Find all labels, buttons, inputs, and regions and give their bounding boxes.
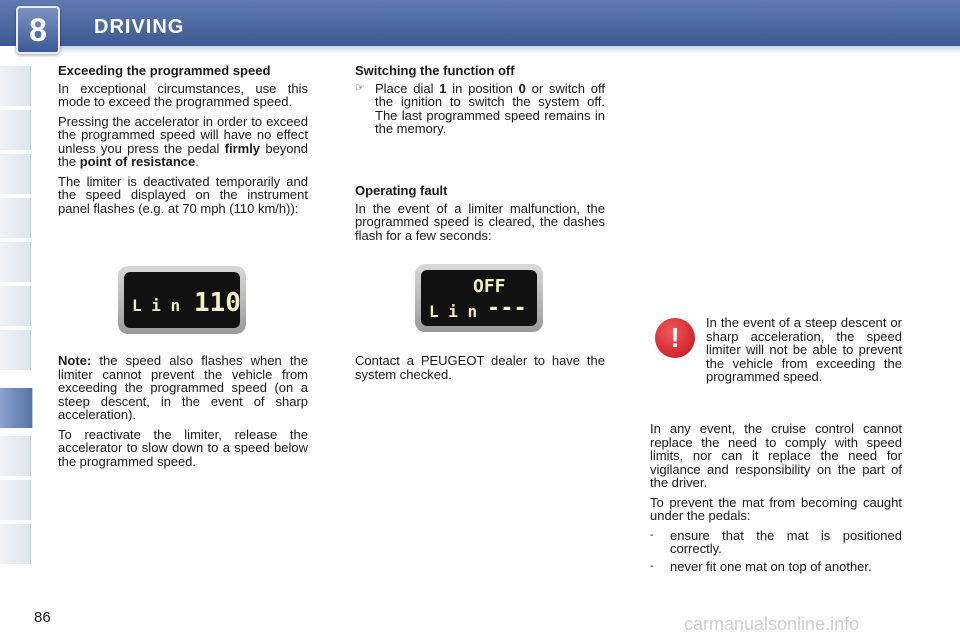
bold-text: point of resistance [79,154,196,169]
bullet-item [355,82,605,136]
chapter-number: 8 [29,11,47,48]
header-shadow [60,46,960,54]
side-tab[interactable] [0,480,31,520]
chapter-side-tabs [0,66,32,576]
paragraph: To prevent the mat from becoming caught under the pedals: [650,494,902,523]
exclamation-warning-icon: ! [655,318,695,358]
side-tab[interactable] [0,524,31,564]
section-heading: Operating fault [355,183,448,198]
paragraph [375,82,605,136]
text-run: Pressing the accelerator in order to exceed the programmed speed will have no effect unless you press the pedal [58,113,308,156]
side-tab[interactable] [0,198,31,238]
paragraph: never fit one mat on top of another. [670,558,872,574]
text-run: the speed also flashes when the limiter cannot prevent the vehicle from exceeding the programmed speed (on a steep descent, in the event of sharp acceleration). [58,353,308,422]
side-tab[interactable] [0,436,31,476]
paragraph: Contact a PEUGEOT dealer to have the system checked. [355,353,605,382]
paragraph: ensure that the mat is positioned correctly. [670,527,902,556]
paragraph [58,115,308,169]
side-tab[interactable] [0,110,31,150]
display-off-text: OFF [473,276,506,297]
page-number: 86 [34,609,51,626]
column-middle-lower [355,354,605,387]
paragraph: In any event, the cruise control cannot replace the need to comply with speed limits, nor can it replace the need for vigilance and responsibility on the part of the driver. [650,421,902,490]
text-run: . [195,154,199,169]
column-middle-fault [355,184,605,248]
note-label: Note: [58,353,92,368]
note-paragraph [58,354,308,422]
side-tab[interactable] [0,330,31,370]
chapter-number-badge [16,6,60,54]
display-screen [124,272,240,328]
bold-text: firmly [224,140,261,156]
column-left [58,64,308,221]
side-tab-active-driving[interactable] [0,388,33,428]
display-speed-value: 110 [194,288,241,318]
bold-text: 1 [439,80,447,96]
display-screen [421,270,537,326]
display-lim-text: L i n [429,302,478,321]
warning-text-top [706,316,902,384]
section-heading: Exceeding the programmed speed [58,63,271,78]
paragraph: To reactivate the limiter, release the accelerator to slow down to a speed below the programmed speed. [58,426,308,469]
text-run: or switch off the ignition to switch the system off. The last programmed speed remains in the memory. [375,80,605,136]
side-tab[interactable] [0,66,31,106]
warning-paragraph-intro [706,316,902,384]
side-tab[interactable] [0,286,31,326]
instrument-display-fault [415,264,543,332]
dash-bullet: - [650,559,654,572]
column-left-lower [58,354,308,474]
paragraph: In exceptional circumstances, use this mode to exceed the programmed speed. [58,80,308,109]
column-middle [355,64,605,136]
instrument-display-flashing-speed [118,266,246,334]
side-tab[interactable] [0,154,31,194]
paragraph: The limiter is deactivated temporarily and the speed displayed on the instrument panel flashes (e.g. at 70 mph (110 km/h)): [58,173,308,216]
column-right [650,422,902,573]
bullet-item [650,529,902,560]
text-run: Place dial [375,80,440,96]
text-run: beyond the [58,140,308,169]
bold-text: 0 [518,80,526,96]
display-dashes: --- [487,296,527,321]
dash-bullet: - [650,528,654,541]
paragraph: In the event of a limiter malfunction, the programmed speed is cleared, the dashes flash for a few seconds: [355,200,605,243]
section-heading: Switching the function off [355,63,515,78]
chapter-title: DRIVING [94,16,185,38]
side-tab[interactable] [0,242,31,282]
display-lim-text: L i n [132,296,181,315]
bullet-item [650,560,902,574]
text-run: in position [446,80,519,96]
pointing-hand-icon: ☞ [355,81,365,94]
watermark: carmanualsonline.info [684,614,860,634]
text-run: In the event of a steep descent or sharp acceleration, the speed limiter will not be able to prevent the vehicle from exceeding the programmed speed. [706,315,902,384]
